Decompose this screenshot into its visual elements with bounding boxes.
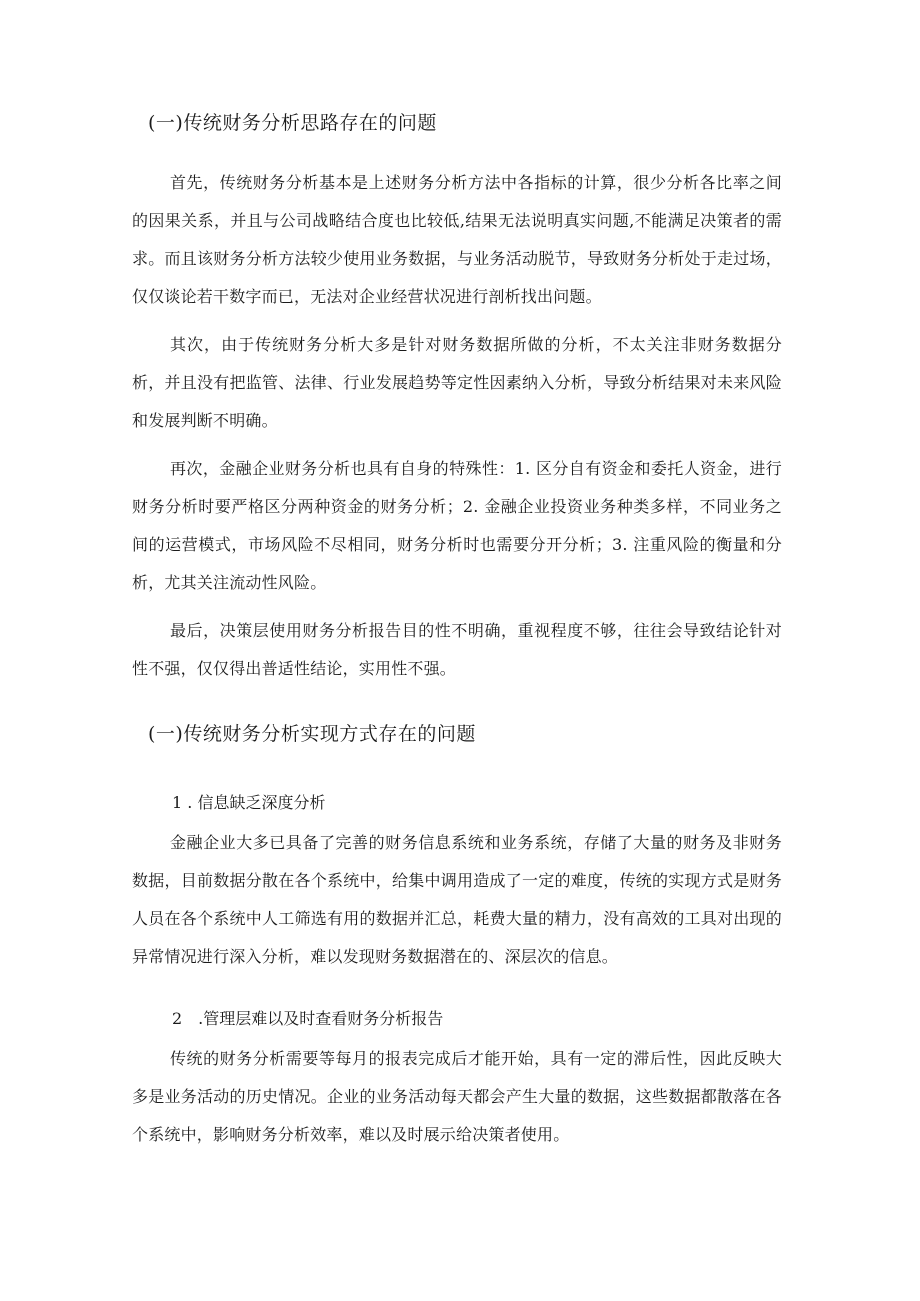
subheading-management-report: 2 .管理层难以及时查看财务分析报告 xyxy=(172,1009,444,1028)
section-heading-thinking: (一)传统财务分析思路存在的问题 xyxy=(148,112,437,134)
section-heading-implementation: (一)传统财务分析实现方式存在的问题 xyxy=(148,723,476,745)
paragraph-fourth: 最后，决策层使用财务分析报告目的性不明确，重视程度不够，往往会导致结论针对性不强，仅仅得出普适性结论，实用性不强。 xyxy=(132,621,782,678)
paragraph-third: 再次，金融企业财务分析也具有自身的特殊性：1. 区分自有资金和委托人资金，进行财务分析时要严格区分两种资金的财务分析；2. 金融企业投资业务种类多样，不同业务之间的运营模式，市场风险不尽相同，财务分析时也需要分开分析；3. 注重风险的衡量和分析，尤其关注流动性风险。 xyxy=(132,459,782,592)
subheading-info-depth: 1 . 信息缺乏深度分析 xyxy=(172,793,326,812)
paragraph-management-report: 传统的财务分析需要等每月的报表完成后才能开始，具有一定的滞后性，因此反映大多是业务活动的历史情况。企业的业务活动每天都会产生大量的数据，这些数据都散落在各个系统中，影响财务分析效率，难以及时展示给决策者使用。 xyxy=(132,1049,782,1144)
paragraph-second: 其次，由于传统财务分析大多是针对财务数据所做的分析，不太关注非财务数据分析，并且没有把监管、法律、行业发展趋势等定性因素纳入分析，导致分析结果对未来风险和发展判断不明确。 xyxy=(132,335,782,430)
paragraph-first: 首先，传统财务分析基本是上述财务分析方法中各指标的计算，很少分析各比率之间的因果关系，并且与公司战略结合度也比较低,结果无法说明真实问题,不能满足决策者的需求。而且该财务分析方法较少使用业务数据，与业务活动脱节，导致财务分析处于走过场，仅仅谈论若干数字而已，无法对企业经营状况进行剖析找出问题。 xyxy=(132,173,782,306)
paragraph-info-depth: 金融企业大多已具备了完善的财务信息系统和业务系统，存储了大量的财务及非财务数据，目前数据分散在各个系统中，给集中调用造成了一定的难度，传统的实现方式是财务人员在各个系统中人工筛选有用的数据并汇总，耗费大量的精力，没有高效的工具对出现的异常情况进行深入分析，难以发现财务数据潜在的、深层次的信息。 xyxy=(132,833,782,966)
